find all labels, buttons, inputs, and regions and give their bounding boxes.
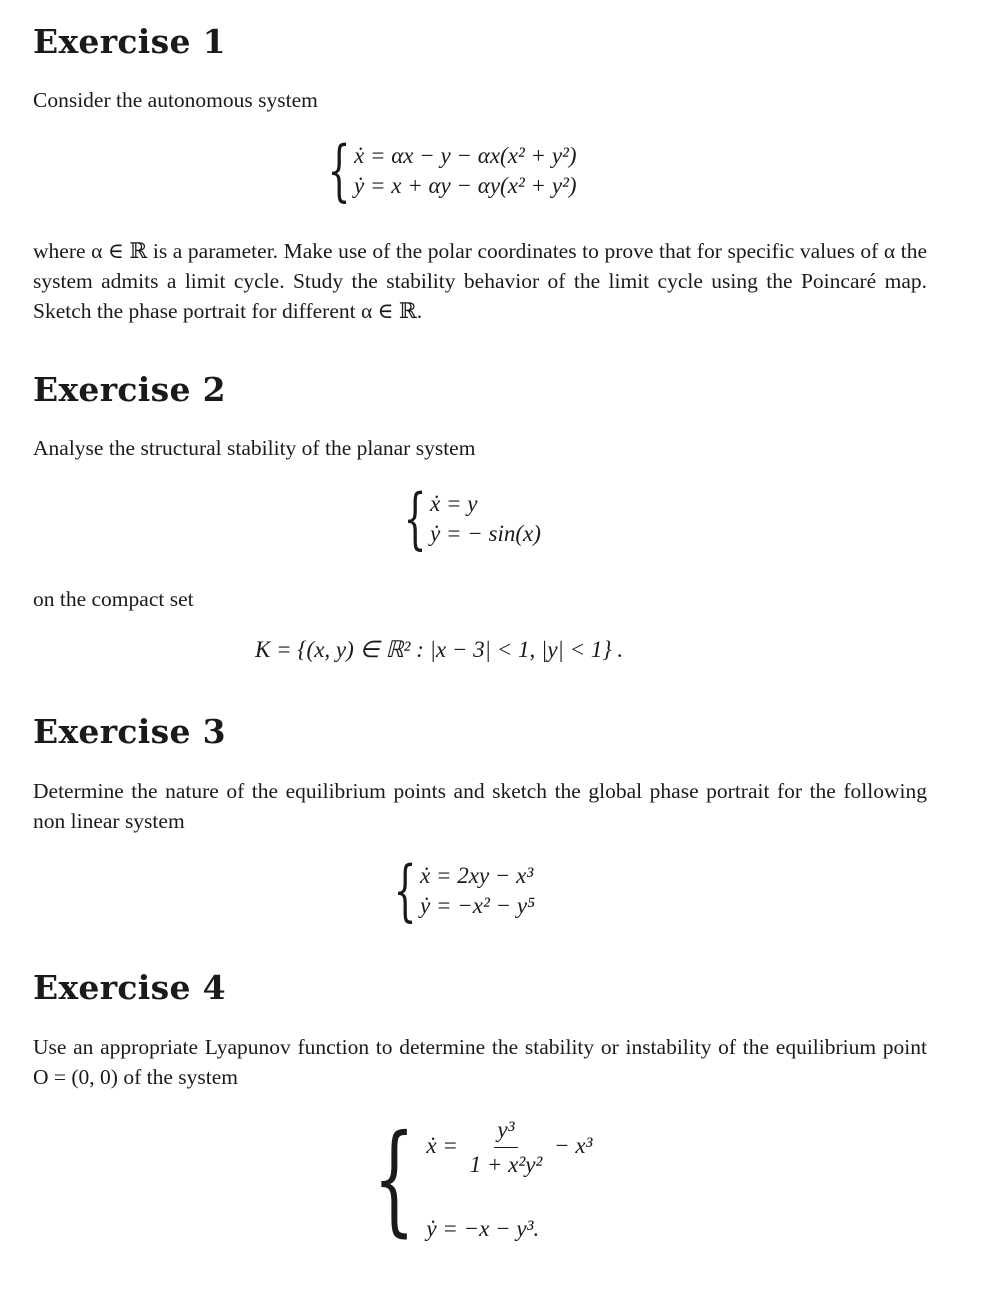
fraction (470, 1115, 543, 1180)
exercise-1-heading: Exercise 1 (33, 22, 226, 61)
exercise-2-heading: Exercise 2 (33, 370, 226, 409)
left-brace: { (373, 1109, 416, 1249)
exercise-1-equation-y: ẏ = x + αy − αy(x² + y²) (354, 173, 577, 198)
exercise-2-equation-x: ẋ = y (430, 491, 478, 516)
exercise-2-intro: Analyse the structural stability of the planar system (33, 436, 476, 460)
fraction-denominator: 1 + x²y² (469, 1152, 543, 1177)
exercise-3-body: Determine the nature of the equilibrium points and sketch the global phase portrait for the following non linear system (33, 779, 927, 833)
exercise-3-equation-y: ẏ = −x² − y⁵ (420, 893, 536, 918)
exercise-4-equation-x (426, 1115, 592, 1180)
exercise-2-on-set: on the compact set (33, 587, 194, 611)
exercise-4-equation-y: ẏ = −x − y³. (426, 1216, 540, 1241)
exercise-1-intro: Consider the autonomous system (33, 88, 318, 112)
left-brace: { (403, 480, 427, 557)
exercise-2-compact-set: K = {(x, y) ∈ ℝ² : |x − 3| < 1, |y| < 1} . (255, 637, 624, 662)
exercise-4-equation-x-tail: − x³ (554, 1132, 593, 1158)
exercise-1-system (318, 132, 577, 209)
exercise-3-equation-x: ẋ = 2xy − x³ (420, 863, 534, 888)
left-brace: { (327, 132, 351, 209)
exercise-2-system (394, 480, 541, 557)
exercise-4-body: Use an appropriate Lyapunov function to determine the stability or instability of the equilibrium point O = (0, 0) of the system (33, 1035, 927, 1089)
fraction-numerator: y³ (494, 1115, 517, 1148)
exercise-3-heading: Exercise 3 (33, 712, 226, 751)
exercise-2-equation-y: ẏ = − sin(x) (430, 521, 541, 546)
exercise-4-equation-x-lhs: ẋ = (426, 1132, 458, 1158)
exercise-1-body: where α ∈ ℝ is a parameter. Make use of the polar coordinates to prove that for specific values of α the system admits a limit cycle. Study the stability behavior of the limit cycle using the Poincaré map. Sketch the phase portrait for different α ∈ ℝ. (33, 239, 927, 323)
exercise-1-equation-x: ẋ = αx − y − αx(x² + y²) (354, 143, 577, 168)
exercise-4-heading: Exercise 4 (33, 968, 226, 1007)
exercise-3-system (384, 852, 536, 929)
left-brace: { (393, 852, 417, 929)
exercise-4-system (356, 1109, 593, 1249)
